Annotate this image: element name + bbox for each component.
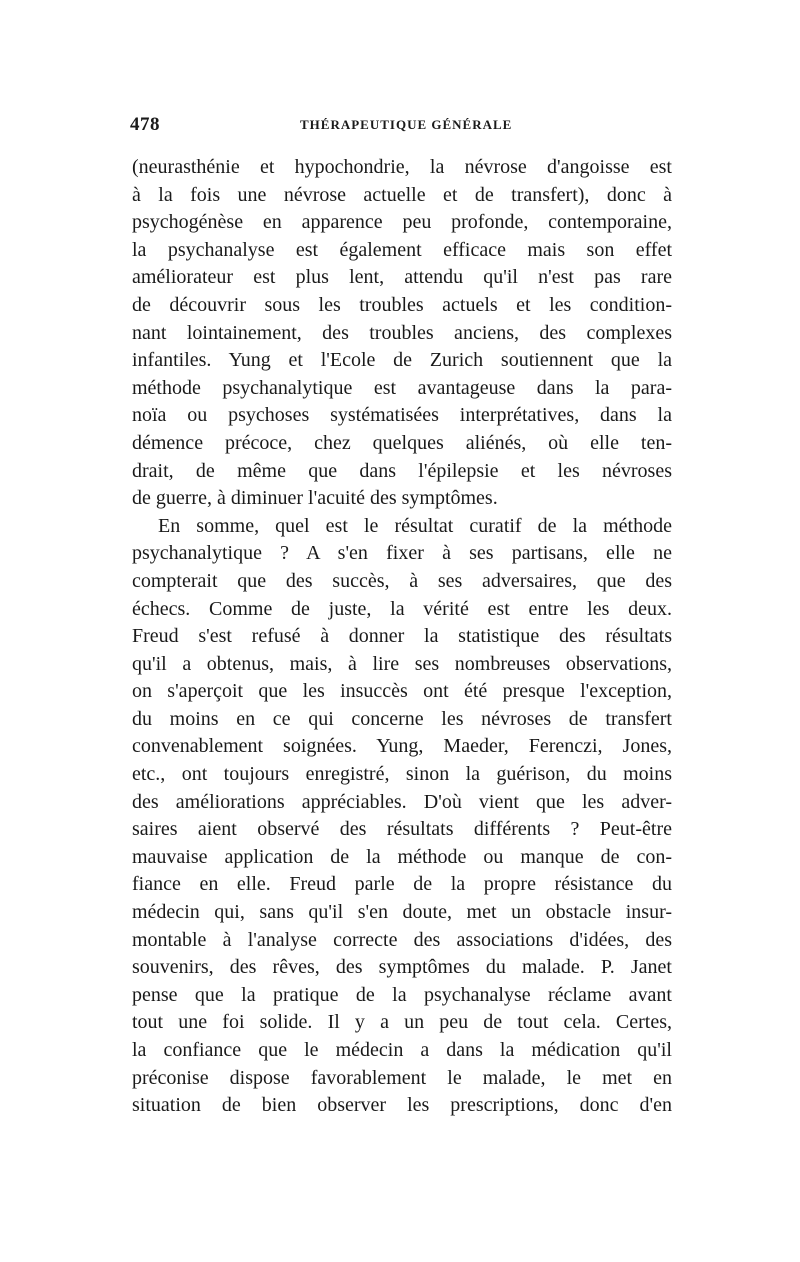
text-line: noïa ou psychoses systématisées interprétatives, dans la bbox=[132, 404, 672, 427]
text-line: des améliorations appréciables. D'où vient que les adver- bbox=[132, 790, 672, 813]
paragraph-start-line: En somme, quel est le résultat curatif de la méthode bbox=[158, 514, 672, 537]
page-number: 478 bbox=[130, 114, 160, 135]
text-line: montable à l'analyse correcte des associations d'idées, des bbox=[132, 928, 672, 951]
text-line: saires aient observé des résultats différents ? Peut-être bbox=[132, 818, 672, 841]
text-line: nant lointainement, des troubles anciens, des complexes bbox=[132, 321, 672, 344]
text-line: psychanalytique ? A s'en fixer à ses partisans, elle ne bbox=[132, 542, 672, 565]
text-line: convenablement soignées. Yung, Maeder, Ferenczi, Jones, bbox=[132, 735, 672, 758]
text-line: etc., ont toujours enregistré, sinon la guérison, du moins bbox=[132, 763, 672, 786]
text-line: infantiles. Yung et l'Ecole de Zurich soutiennent que la bbox=[132, 349, 672, 372]
text-line: méthode psychanalytique est avantageuse dans la para- bbox=[132, 376, 672, 399]
text-line: drait, de même que dans l'épilepsie et les névroses bbox=[132, 459, 672, 482]
text-line: situation de bien observer les prescriptions, donc d'en bbox=[132, 1094, 672, 1117]
running-head: THÉRAPEUTIQUE GÉNÉRALE bbox=[300, 117, 513, 132]
text-line: mauvaise application de la méthode ou manque de con- bbox=[132, 845, 672, 868]
body-text bbox=[132, 154, 672, 1120]
text-line: pense que la pratique de la psychanalyse réclame avant bbox=[132, 983, 672, 1006]
text-line: qu'il a obtenus, mais, à lire ses nombreuses observations, bbox=[132, 652, 672, 675]
text-line: (neurasthénie et hypochondrie, la névrose d'angoisse est bbox=[132, 156, 672, 178]
text-line: on s'aperçoit que les insuccès ont été presque l'exception, bbox=[132, 680, 672, 703]
paragraph-end-line: de guerre, à diminuer l'acuité des symptômes. bbox=[132, 487, 498, 510]
text-line: médecin qui, sans qu'il s'en doute, met un obstacle insur- bbox=[132, 901, 672, 924]
text-line: fiance en elle. Freud parle de la propre résistance du bbox=[132, 873, 672, 896]
text-line: à la fois une névrose actuelle et de transfert), donc à bbox=[132, 183, 672, 206]
page-header bbox=[130, 114, 675, 140]
text-line: améliorateur est plus lent, attendu qu'il n'est pas rare bbox=[132, 266, 672, 289]
text-line: de découvrir sous les troubles actuels et les condition- bbox=[132, 293, 672, 316]
text-line: souvenirs, des rêves, des symptômes du malade. P. Janet bbox=[132, 956, 672, 979]
text-line: échecs. Comme de juste, la vérité est entre les deux. bbox=[132, 597, 672, 620]
text-line: compterait que des succès, à ses adversaires, que des bbox=[132, 569, 672, 592]
text-line: la psychanalyse est également efficace mais son effet bbox=[132, 238, 672, 261]
text-line: préconise dispose favorablement le malade, le met en bbox=[132, 1066, 672, 1089]
text-line: psychogénèse en apparence peu profonde, contemporaine, bbox=[132, 211, 672, 234]
text-line: Freud s'est refusé à donner la statistique des résultats bbox=[132, 625, 672, 648]
text-line: la confiance que le médecin a dans la médication qu'il bbox=[132, 1039, 672, 1061]
text-line: tout une foi solide. Il y a un peu de tout cela. Certes, bbox=[132, 1011, 672, 1034]
text-line: démence précoce, chez quelques aliénés, où elle ten- bbox=[132, 431, 672, 454]
text-line: du moins en ce qui concerne les névroses de transfert bbox=[132, 707, 672, 730]
